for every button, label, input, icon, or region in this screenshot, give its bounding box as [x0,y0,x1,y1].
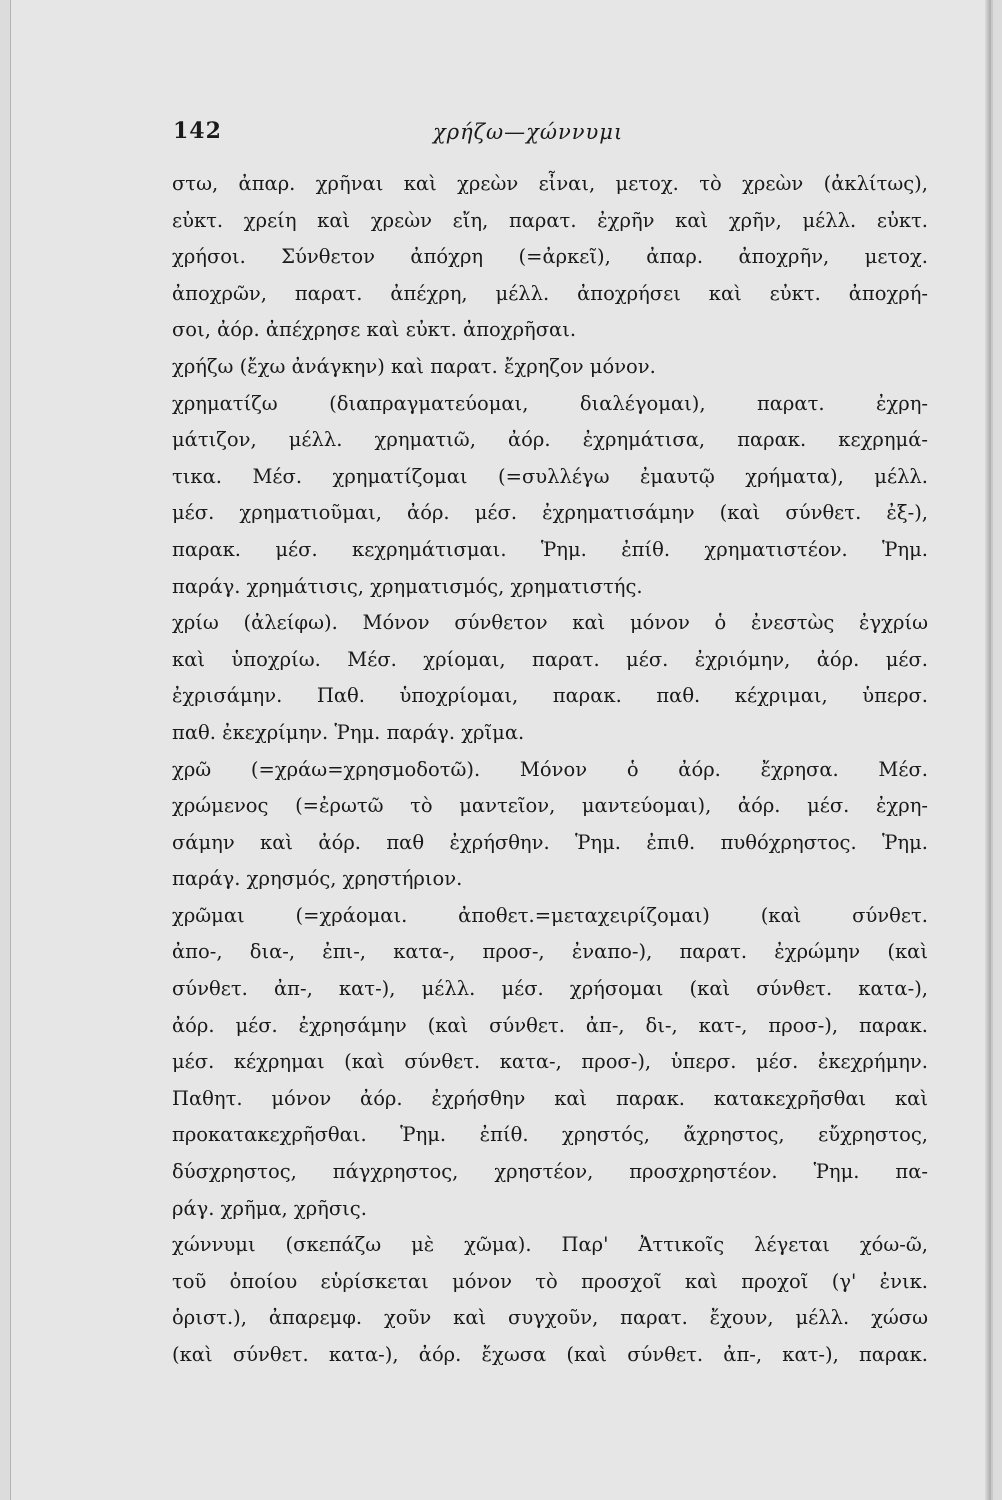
text-line: δύσχρηστος, πάγχρηστος, χρηστέον, προσχρηστέον. Ῥημ. πα- [172,1160,928,1184]
text-line: παθ. ἐκεχρίμην. Ῥημ. παράγ. χρῖμα. [172,720,525,744]
text-line: (καὶ σύνθετ. κατα-), ἀόρ. ἔχωσα (καὶ σύνθετ. ἀπ-, κατ-), παρακ. [172,1343,928,1366]
text-line: μέσ. κέχρημαι (καὶ σύνθετ. κατα-, προσ-), ὑπερσ. μέσ. ἐκεχρήμην. [172,1050,928,1074]
text-line: Παθητ. μόνον ἀόρ. ἐχρήσθην καὶ παρακ. κατακεχρῆσθαι καὶ [172,1086,928,1110]
text-line: σύνθετ. ἀπ-, κατ-), μέλλ. μέσ. χρήσομαι (καὶ σύνθετ. κατα-), [172,977,928,1001]
text-line: ἐχρισάμην. Παθ. ὑποχρίομαι, παρακ. παθ. κέχριμαι, ὑπερσ. [172,684,928,708]
entry-chrezo: χρήζω (ἔχω ἀνάγκην) καὶ παρατ. ἔχρηζον μόνον. [172,354,656,378]
running-head: χρήζω—χώννυμι [433,120,624,144]
text-line: στω, ἀπαρ. χρῆναι καὶ χρεὼν εἶναι, μετοχ. τὸ χρεὼν (ἀκλίτως), [172,172,928,195]
text-line: μάτιζον, μέλλ. χρηματιῶ, ἀόρ. ἐχρημάτισα, παρακ. κεχρημά- [172,428,928,452]
text-line: παράγ. χρημάτισις, χρηματισμός, χρηματιστής. [172,574,643,598]
entry-chrio: χρίω (ἀλείφω). Μόνον σύνθετον καὶ μόνον ὁ ἐνεστὼς ἐγχρίω [172,611,928,635]
dictionary-body [172,166,928,1374]
page-number: 142 [173,118,222,144]
entry-chromai: χρῶμαι (=χράομαι. ἀποθετ.=μεταχειρίζομαι) (καὶ σύνθετ. [172,903,928,927]
text-line: παρακ. μέσ. κεχρημάτισμαι. Ῥημ. ἐπίθ. χρηματιστέον. Ῥημ. [172,537,928,561]
text-line: χρώμενος (=ἐρωτῶ τὸ μαντεῖον, μαντεύομαι), ἀόρ. μέσ. ἐχρη- [172,794,928,818]
text-line: ἀποχρῶν, παρατ. ἀπέχρη, μέλλ. ἀποχρήσει καὶ εὐκτ. ἀποχρή- [172,281,928,305]
page-edge-shadow [985,0,991,1500]
text-line: ράγ. χρῆμα, χρῆσις. [172,1196,367,1220]
text-line: ἀπο-, δια-, ἐπι-, κατα-, προσ-, ἐναπο-), παρατ. ἐχρώμην (καὶ [172,940,928,964]
text-line: παράγ. χρησμός, χρηστήριον. [172,867,463,891]
entry-chonnymi: χώννυμι (σκεπάζω μὲ χῶμα). Παρ' Ἀττικοῖς λέγεται χόω-ῶ, [172,1233,928,1257]
text-line: τικα. Μέσ. χρηματίζομαι (=συλλέγω ἐμαυτῷ χρήματα), μέλλ. [172,464,928,488]
text-line: τοῦ ὁποίου εὑρίσκεται μόνον τὸ προσχοῖ καὶ προχοῖ (γ' ἐνικ. [172,1269,928,1293]
text-line: χρήσοι. Σύνθετον ἀπόχρη (=ἀρκεῖ), ἀπαρ. ἀποχρῆν, μετοχ. [172,245,928,269]
text-line: ἀόρ. μέσ. ἐχρησάμην (καὶ σύνθετ. ἀπ-, δι-, κατ-, προσ-), παρακ. [172,1013,928,1037]
entry-chro: χρῶ (=χράω=χρησμοδοτῶ). Μόνον ὁ ἀόρ. ἔχρησα. Μέσ. [172,757,928,781]
entry-chrematizo: χρηματίζω (διαπραγματεύομαι, διαλέγομαι), παρατ. ἐχρη- [172,391,928,415]
text-line: σοι, ἀόρ. ἀπέχρησε καὶ εὐκτ. ἀποχρῆσαι. [172,318,577,342]
text-line: καὶ ὑποχρίω. Μέσ. χρίομαι, παρατ. μέσ. ἐχριόμην, ἀόρ. μέσ. [172,647,928,671]
text-line: σάμην καὶ ἀόρ. παθ ἐχρήσθην. Ῥημ. ἐπιθ. πυθόχρηστος. Ῥημ. [172,830,928,854]
page-header [163,118,943,148]
text-line: μέσ. χρηματιοῦμαι, ἀόρ. μέσ. ἐχρηματισάμην (καὶ σύνθετ. ἐξ-), [172,501,928,525]
text-line: προκατακεχρῆσθαι. Ῥημ. ἐπίθ. χρηστός, ἄχρηστος, εὔχρηστος, [172,1123,928,1147]
text-line: εὐκτ. χρείη καὶ χρεὼν εἴη, παρατ. ἐχρῆν καὶ χρῆν, μέλλ. εὐκτ. [172,208,928,232]
text-line: ὁριστ.), ἀπαρεμφ. χοῦν καὶ συγχοῦν, παρατ. ἔχουν, μέλλ. χώσω [172,1306,928,1330]
